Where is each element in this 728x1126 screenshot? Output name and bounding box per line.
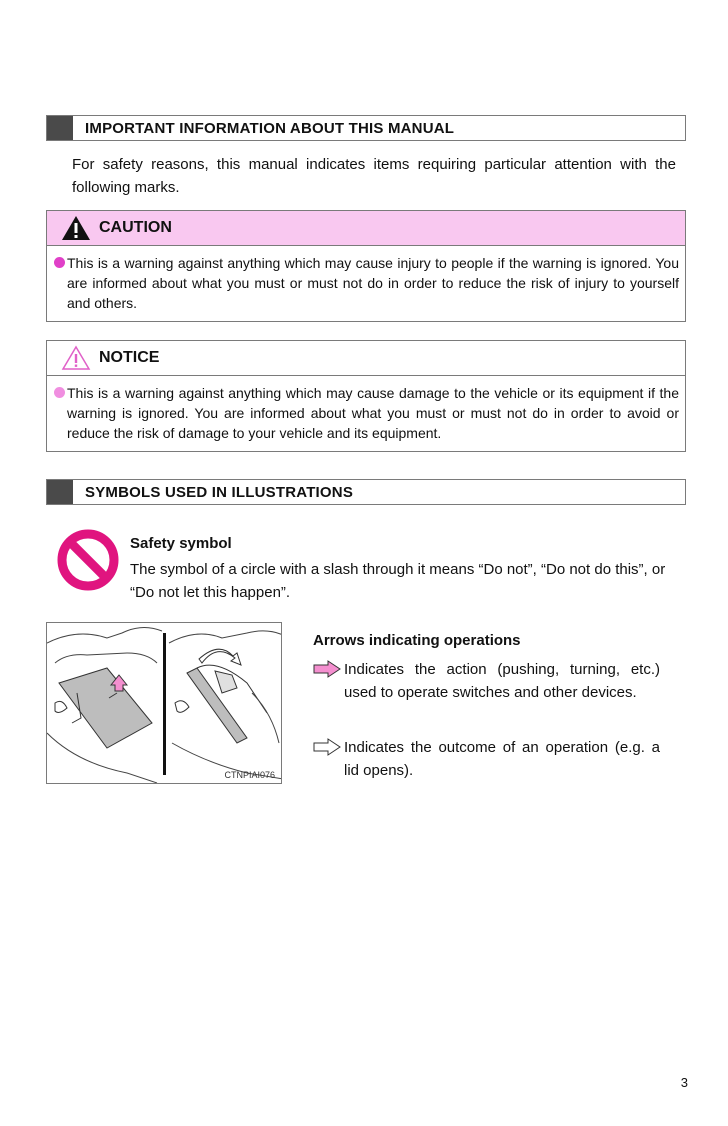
arrow-outcome-text: Indicates the outcome of an operation (e.g. a lid opens). xyxy=(344,739,660,779)
notice-triangle-icon xyxy=(61,345,91,371)
intro-paragraph: For safety reasons, this manual indicates items requiring particular attention with the following marks. xyxy=(72,156,676,196)
section-header-symbols xyxy=(46,479,686,505)
filled-pink-arrow-icon xyxy=(313,660,341,678)
notice-body xyxy=(47,376,685,451)
section-header-important xyxy=(46,115,686,141)
notice-text: This is a warning against anything which may cause damage to the vehicle or its equipment if the warning is ignored. You are informed about what you must or must not do in order to avoid or reduce the risk of damage to your vehicle and its equipment. xyxy=(67,385,679,441)
arrow-action-text: Indicates the action (pushing, turning, etc.) used to operate switches and other devices. xyxy=(344,661,660,701)
caution-label: CAUTION xyxy=(99,219,172,236)
caution-box xyxy=(46,210,686,322)
arrow-item-action xyxy=(313,658,673,728)
caution-body xyxy=(47,246,685,321)
notice-header xyxy=(47,341,685,376)
caution-header xyxy=(47,211,685,246)
section-header-bar xyxy=(47,480,73,504)
caution-text: This is a warning against anything which may cause injury to people if the warning is ignored. You are informed about what you must or must not do in order to reduce the risk of injury to yourself and others. xyxy=(67,255,679,311)
arrows-title: Arrows indicating operations xyxy=(313,632,521,649)
safety-symbol-description: The symbol of a circle with a slash through it means “Do not”, “Do not do this”, or “Do not let this happen”. xyxy=(130,561,666,601)
operation-illustration xyxy=(46,622,282,784)
notice-label: NOTICE xyxy=(99,349,160,366)
bullet-icon xyxy=(54,257,65,268)
page-number: 3 xyxy=(680,1075,688,1090)
notice-box xyxy=(46,340,686,452)
prohibition-icon xyxy=(56,528,120,592)
console-lid-illustration xyxy=(47,623,282,784)
section-header-bar xyxy=(47,116,73,140)
bullet-icon xyxy=(54,387,65,398)
section-title: SYMBOLS USED IN ILLUSTRATIONS xyxy=(85,484,354,501)
outline-arrow-icon xyxy=(313,738,341,756)
arrow-item-outcome xyxy=(313,736,673,784)
warning-triangle-icon xyxy=(61,215,91,241)
section-title: IMPORTANT INFORMATION ABOUT THIS MANUAL xyxy=(85,120,455,137)
safety-symbol-title: Safety symbol xyxy=(130,535,232,552)
illustration-code: CTNPIAI076 xyxy=(224,770,275,780)
